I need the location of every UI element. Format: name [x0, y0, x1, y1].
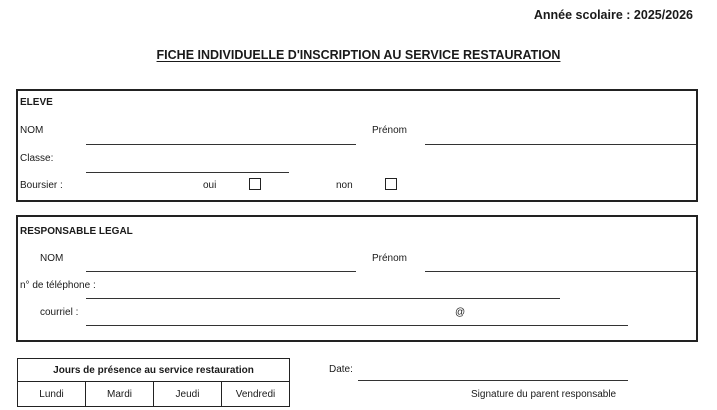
- form-title-text: FICHE INDIVIDUELLE D'INSCRIPTION AU SERVICE RESTAURATION: [156, 48, 561, 62]
- date-label: Date:: [329, 364, 353, 375]
- presence-days-table: [17, 358, 290, 407]
- eleve-boursier-label: Boursier :: [20, 180, 63, 191]
- courriel-field[interactable]: [86, 325, 628, 326]
- eleve-classe-label: Classe:: [20, 153, 54, 164]
- boursier-non-label: non: [336, 180, 353, 191]
- responsable-nom-field[interactable]: [86, 271, 356, 272]
- day-lundi[interactable]: Lundi: [18, 382, 86, 407]
- eleve-section-title: ELEVE: [20, 97, 53, 108]
- responsable-section-title: RESPONSABLE LEGAL: [20, 226, 133, 237]
- telephone-field[interactable]: [86, 298, 560, 299]
- responsable-nom-label: NOM: [40, 253, 64, 264]
- eleve-nom-field[interactable]: [86, 144, 356, 145]
- eleve-nom-label: NOM: [20, 125, 44, 136]
- responsable-prenom-label: Prénom: [372, 253, 408, 264]
- eleve-prenom-label: Prénom: [372, 125, 408, 136]
- date-field[interactable]: [358, 380, 628, 381]
- day-mardi[interactable]: Mardi: [86, 382, 154, 407]
- form-title: [0, 48, 717, 62]
- school-year: Année scolaire : 2025/2026: [533, 8, 693, 22]
- day-vendredi[interactable]: Vendredi: [222, 382, 290, 407]
- boursier-non-checkbox[interactable]: [385, 178, 397, 190]
- courriel-label: courriel :: [40, 307, 79, 318]
- boursier-oui-checkbox[interactable]: [249, 178, 261, 190]
- responsable-prenom-field[interactable]: [425, 271, 696, 272]
- day-jeudi[interactable]: Jeudi: [154, 382, 222, 407]
- eleve-classe-field[interactable]: [86, 172, 289, 173]
- courriel-at-symbol: @: [455, 307, 466, 318]
- telephone-label: n° de téléphone :: [20, 280, 96, 291]
- signature-label: Signature du parent responsable: [471, 389, 617, 400]
- presence-table-header: Jours de présence au service restauration: [18, 359, 290, 382]
- eleve-prenom-field[interactable]: [425, 144, 696, 145]
- boursier-oui-label: oui: [203, 180, 217, 191]
- eleve-section: [16, 89, 698, 202]
